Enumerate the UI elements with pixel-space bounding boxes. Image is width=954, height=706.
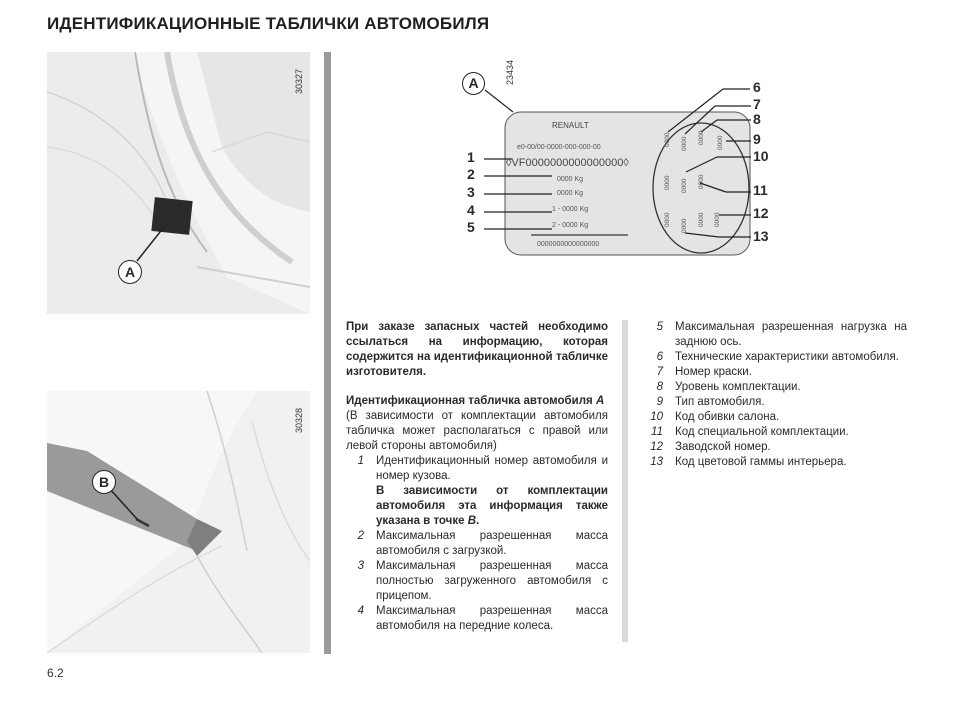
item-11-text: Код специальной комплектации. xyxy=(675,426,849,438)
item-4-text: Максимальная разрешенная масса автомобиля на передние колеса. xyxy=(376,605,608,632)
item-1-note-suffix: . xyxy=(476,515,480,527)
plate-approval: e0-00/00-0000-000-000-00 xyxy=(517,144,601,151)
plate-mass-1: 0000 Kg xyxy=(557,176,584,183)
windscreen-illustration xyxy=(47,391,310,653)
plate-axle-1: 1 - 0000 Kg xyxy=(552,206,589,213)
section-title-prefix: Идентификационная табличка автомобиля xyxy=(346,395,596,407)
list-item-13 xyxy=(645,455,907,470)
item-13-number: 13 xyxy=(650,456,663,468)
item-6-number: 6 xyxy=(656,351,663,363)
item-13-text: Код цветовой гаммы интерьера. xyxy=(675,456,847,468)
item-1-note-text: В зависимости от комплектации автомобиля эта информация также указана в точке xyxy=(376,485,608,527)
door-pillar-photo xyxy=(47,52,310,314)
code-9: 0000 xyxy=(717,135,724,150)
list-item-12 xyxy=(645,440,907,455)
section-note: (В зависимости от комплектации автомобиля табличка может располагаться с правой или левой стороны автомобиля) xyxy=(346,410,608,452)
item-2-text: Максимальная разрешенная масса автомобиля с загрузкой. xyxy=(376,530,608,557)
label-4: 4 xyxy=(467,202,475,218)
label-7: 7 xyxy=(753,96,761,112)
item-6-text: Технические характеристики автомобиля. xyxy=(675,351,899,363)
plate-diagram xyxy=(455,55,785,265)
code-8: 0000 xyxy=(698,130,705,145)
page-number: 6.2 xyxy=(47,666,64,680)
label-3: 3 xyxy=(467,184,475,200)
item-4-number: 4 xyxy=(357,605,364,617)
label-8: 8 xyxy=(753,111,761,127)
item-8-number: 8 xyxy=(656,381,663,393)
code-11: 0000 xyxy=(698,174,705,189)
item-5-number: 5 xyxy=(656,321,663,333)
item-1-note xyxy=(376,484,608,529)
label-6: 6 xyxy=(753,79,761,95)
label-10: 10 xyxy=(753,148,769,164)
list-item-11 xyxy=(645,425,907,440)
list-item-5 xyxy=(645,320,907,350)
text-column-divider xyxy=(622,320,628,642)
label-9: 9 xyxy=(753,131,761,147)
callout-letter-a: A xyxy=(124,264,136,280)
item-10-text: Код обивки салона. xyxy=(675,411,780,423)
list-item-10 xyxy=(645,410,907,425)
code-6: 0000 xyxy=(664,132,671,147)
item-2-number: 2 xyxy=(357,530,364,542)
code-b: 0000 xyxy=(664,212,671,227)
item-12-number: 12 xyxy=(650,441,663,453)
plate-vin: ◊VF0000000000000000◊ xyxy=(506,157,629,169)
text-column-middle xyxy=(346,320,608,634)
plate-bottom-code: 0000000000000000 xyxy=(537,241,600,248)
code-12: 0000 xyxy=(714,212,721,227)
list-item-8 xyxy=(645,380,907,395)
left-column-divider xyxy=(324,52,331,654)
plate-axle-2: 2 - 0000 Kg xyxy=(552,222,589,229)
item-5-text: Максимальная разрешенная нагрузка на заднюю ось. xyxy=(675,321,907,348)
code-c: 0000 xyxy=(698,212,705,227)
list-item-2 xyxy=(346,529,608,559)
intro-text: При заказе запасных частей необходимо ссылаться на информацию, которая содержится на идентификационной табличке изготовителя. xyxy=(346,321,608,378)
text-column-right xyxy=(645,320,907,470)
item-9-text: Тип автомобиля. xyxy=(675,396,765,408)
item-1-text: Идентификационный номер автомобиля и номер кузова. xyxy=(376,455,608,482)
item-11-number: 11 xyxy=(651,426,663,438)
item-3-number: 3 xyxy=(357,560,364,572)
list-item-1 xyxy=(346,454,608,529)
list-item-3 xyxy=(346,559,608,604)
label-2: 2 xyxy=(467,166,475,182)
item-1-note-letter: B xyxy=(467,515,477,527)
label-5: 5 xyxy=(467,219,475,235)
code-10: 0000 xyxy=(681,178,688,193)
plate-brand: RENAULT xyxy=(552,121,589,130)
plate-sticker-a xyxy=(151,197,192,235)
photo2-figure-number: 30328 xyxy=(294,407,304,433)
photo1-callout xyxy=(118,260,142,284)
item-10-number: 10 xyxy=(650,411,663,423)
label-1: 1 xyxy=(467,149,475,165)
label-12: 12 xyxy=(753,205,769,221)
item-1-number: 1 xyxy=(357,455,364,467)
plate-callout xyxy=(462,72,485,95)
section-title-letter: A xyxy=(595,395,605,407)
label-13: 13 xyxy=(753,228,769,244)
door-pillar-illustration xyxy=(47,52,310,314)
item-3-text: Максимальная разрешенная масса полностью загруженного автомобиля с прицепом. xyxy=(376,560,608,602)
list-item-6 xyxy=(645,350,907,365)
windscreen-photo xyxy=(47,391,310,653)
code-a: 0000 xyxy=(664,175,671,190)
code-13: 0000 xyxy=(681,218,688,233)
list-item-7 xyxy=(645,365,907,380)
plate-figure-number: 23434 xyxy=(505,59,515,85)
item-7-number: 7 xyxy=(656,366,663,378)
plate-mass-2: 0000 Kg xyxy=(557,190,584,197)
list-item-9 xyxy=(645,395,907,410)
item-12-text: Заводской номер. xyxy=(675,441,771,453)
plate-callout-letter: A xyxy=(468,75,479,91)
item-8-text: Уровень комплектации. xyxy=(675,381,801,393)
item-9-number: 9 xyxy=(656,396,663,408)
page-title: ИДЕНТИФИКАЦИОННЫЕ ТАБЛИЧКИ АВТОМОБИЛЯ xyxy=(47,14,490,33)
item-7-text: Номер краски. xyxy=(675,366,752,378)
photo1-figure-number: 30327 xyxy=(294,68,304,94)
code-7: 0000 xyxy=(681,136,688,151)
photo2-callout xyxy=(92,470,116,494)
label-11: 11 xyxy=(753,182,768,198)
callout-letter-b: B xyxy=(98,474,110,490)
list-item-4 xyxy=(346,604,608,634)
section-title xyxy=(346,394,608,409)
